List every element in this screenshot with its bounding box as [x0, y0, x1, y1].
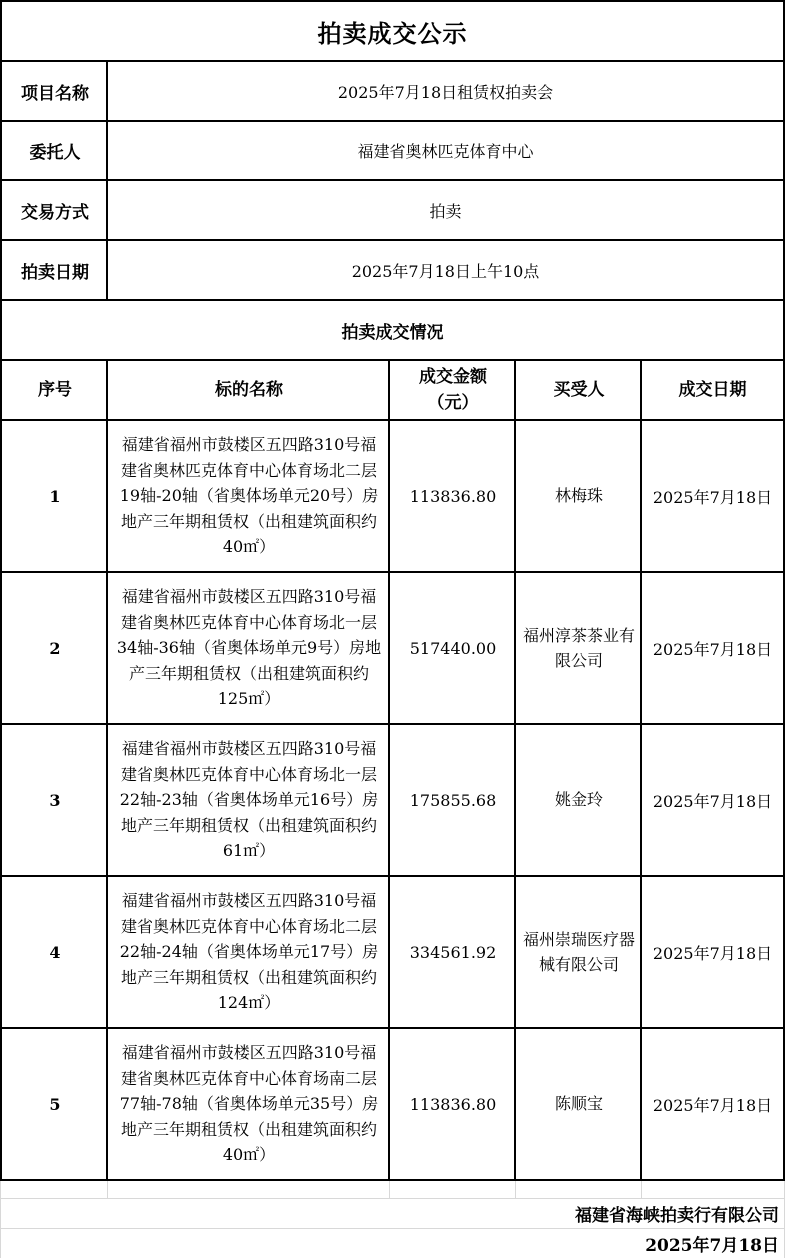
gridline — [641, 1181, 642, 1198]
row-no: 4 — [0, 877, 108, 1029]
footer-date: 2025年7月18日 — [645, 1235, 779, 1256]
row-item-name: 福建省福州市鼓楼区五四路310号福建省奥林匹克体育中心体育场北一层22轴-23轴（省奥体场单元16号）房地产三年期租赁权（出租建筑面积约61㎡） — [106, 725, 390, 877]
row-amount: 334561.92 — [388, 877, 516, 1029]
row-no: 2 — [0, 573, 108, 725]
row-date: 2025年7月18日 — [640, 877, 785, 1029]
row-date: 2025年7月18日 — [640, 1029, 785, 1181]
info-value-auction-date: 2025年7月18日上午10点 — [106, 241, 785, 301]
row-buyer: 林梅珠 — [514, 421, 642, 573]
header-buyer: 买受人 — [514, 361, 642, 421]
gridline — [515, 1181, 516, 1198]
row-date: 2025年7月18日 — [640, 421, 785, 573]
info-value-project: 2025年7月18日租赁权拍卖会 — [106, 62, 785, 122]
row-no: 5 — [0, 1029, 108, 1181]
row-no: 3 — [0, 725, 108, 877]
row-item-name: 福建省福州市鼓楼区五四路310号福建省奥林匹克体育中心体育场北二层22轴-24轴（省奥体场单元17号）房地产三年期租赁权（出租建筑面积约124㎡） — [106, 877, 390, 1029]
footer-company: 福建省海峡拍卖行有限公司 — [575, 1205, 779, 1226]
header-date: 成交日期 — [640, 361, 785, 421]
info-value-trade-method: 拍卖 — [106, 181, 785, 241]
row-amount: 175855.68 — [388, 725, 516, 877]
header-amount: 成交金额（元） — [388, 361, 516, 421]
header-no: 序号 — [0, 361, 108, 421]
section-title: 拍卖成交情况 — [0, 301, 785, 361]
info-label-client: 委托人 — [0, 122, 108, 181]
row-date: 2025年7月18日 — [640, 573, 785, 725]
row-buyer: 福州崇瑞医疗器械有限公司 — [514, 877, 642, 1029]
info-value-client: 福建省奥林匹克体育中心 — [106, 122, 785, 181]
row-date: 2025年7月18日 — [640, 725, 785, 877]
row-item-name: 福建省福州市鼓楼区五四路310号福建省奥林匹克体育中心体育场北二层19轴-20轴（省奥体场单元20号）房地产三年期租赁权（出租建筑面积约40㎡） — [106, 421, 390, 573]
page-title: 拍卖成交公示 — [0, 0, 785, 62]
info-label-trade-method: 交易方式 — [0, 181, 108, 241]
gridline — [389, 1181, 390, 1198]
row-buyer: 陈顺宝 — [514, 1029, 642, 1181]
row-item-name: 福建省福州市鼓楼区五四路310号福建省奥林匹克体育中心体育场北一层34轴-36轴（省奥体场单元9号）房地产三年期租赁权（出租建筑面积约125㎡） — [106, 573, 390, 725]
header-item: 标的名称 — [106, 361, 390, 421]
row-amount: 113836.80 — [388, 421, 516, 573]
row-buyer: 福州淳茶茶业有限公司 — [514, 573, 642, 725]
row-item-name: 福建省福州市鼓楼区五四路310号福建省奥林匹克体育中心体育场南二层77轴-78轴（省奥体场单元35号）房地产三年期租赁权（出租建筑面积约40㎡） — [106, 1029, 390, 1181]
row-buyer: 姚金玲 — [514, 725, 642, 877]
gridline — [107, 1181, 108, 1198]
info-label-auction-date: 拍卖日期 — [0, 241, 108, 301]
info-label-project: 项目名称 — [0, 62, 108, 122]
row-amount: 517440.00 — [388, 573, 516, 725]
row-amount: 113836.80 — [388, 1029, 516, 1181]
row-no: 1 — [0, 421, 108, 573]
